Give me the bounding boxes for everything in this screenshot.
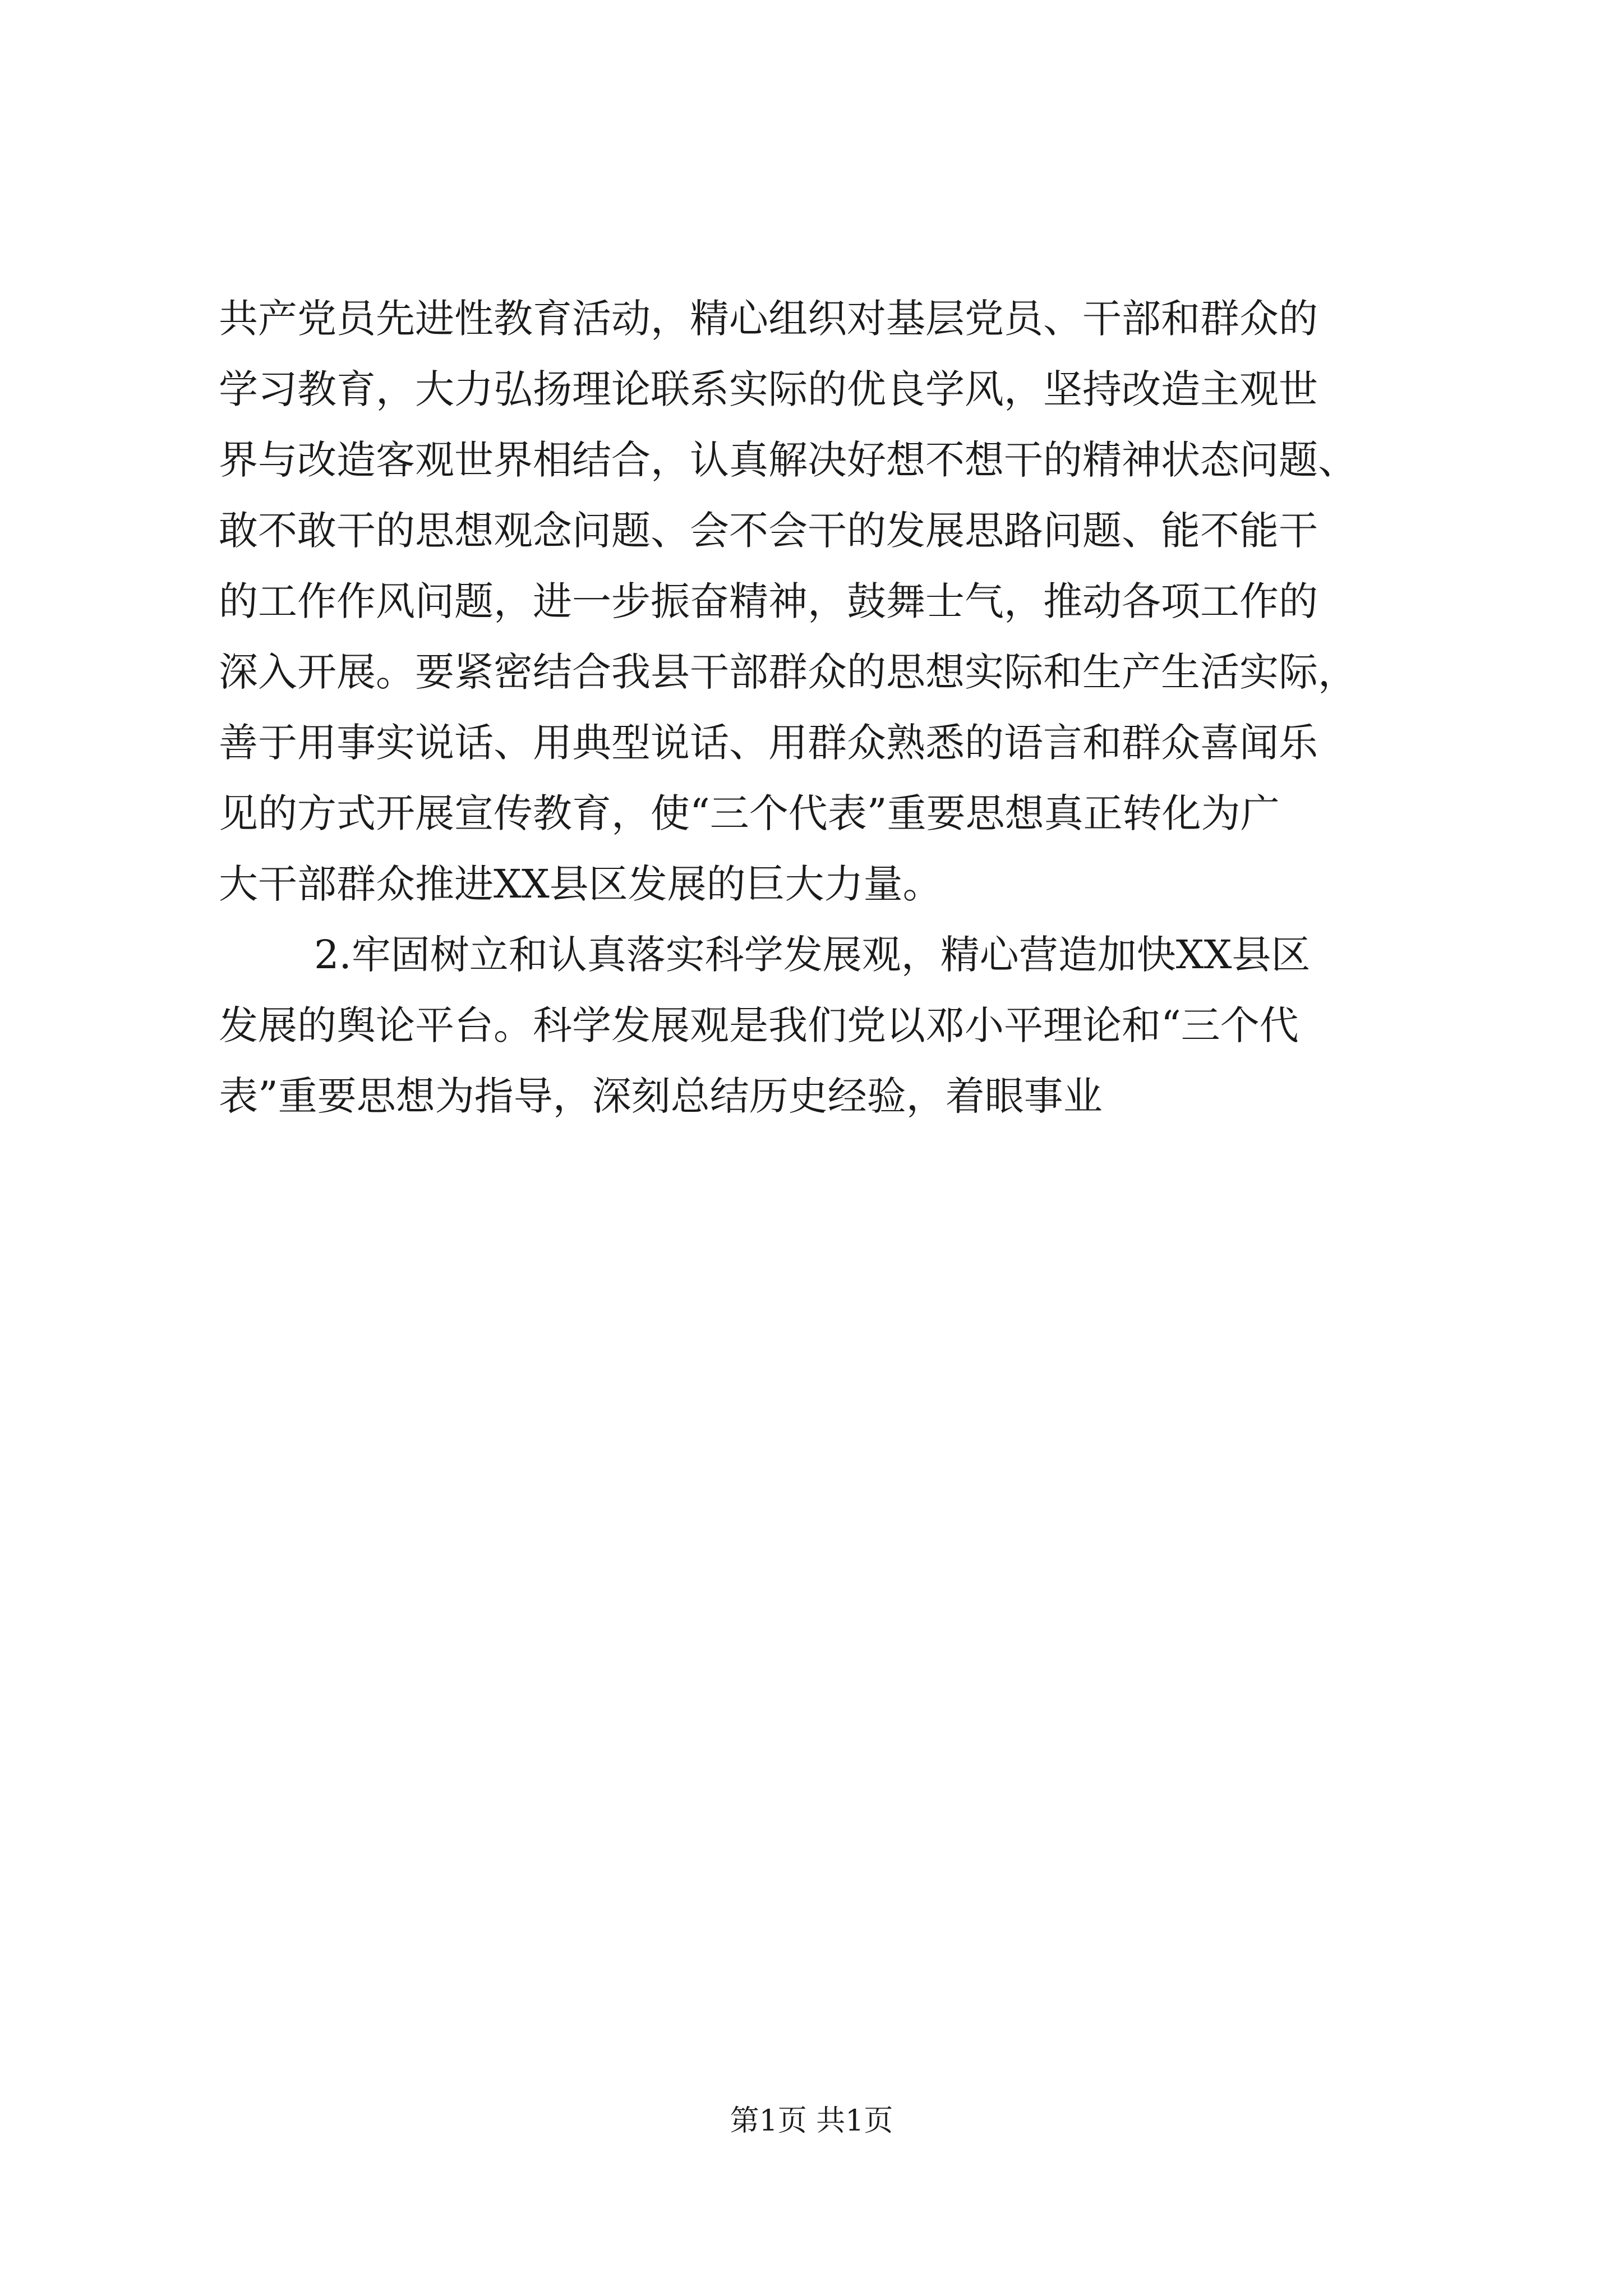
text-line: 见的方式开展宣传教育，使“三个代表”重要思想真正转化为广 [219,790,1280,836]
text-line: 发展的舆论平台。科学发展观是我们党以邓小平理论和“三个代 [219,1002,1299,1048]
text-line: 表”重要思想为指导，深刻总结历史经验，着眼事业 [219,1073,1103,1119]
text-line: 善于用事实说话、用典型说话、用群众熟悉的语言和群众喜闻乐 [219,720,1318,766]
text-line: 大干部群众推进XX县区发展的巨大力量。 [219,861,942,907]
document-body [219,283,1486,1131]
text-line: 的工作作风问题，进一步振奋精神，鼓舞士气，推动各项工作的 [219,578,1318,624]
paragraph-1 [219,283,1486,919]
text-line: 2.牢固树立和认真落实科学发展观，精心营造加快XX县区 [314,932,1311,978]
page-number-footer: 第1页 共1页 [730,2104,893,2138]
text-line: 界与改造客观世界相结合，认真解决好想不想干的精神状态问题、 [219,437,1357,483]
text-line: 深入开展。要紧密结合我县干部群众的思想实际和生产生活实际， [219,649,1357,695]
text-line: 共产党员先进性教育活动，精心组织对基层党员、干部和群众的 [219,296,1318,342]
paragraph-2 [219,919,1486,1131]
text-line: 敢不敢干的思想观念问题、会不会干的发展思路问题、能不能干 [219,508,1318,554]
text-line: 学习教育，大力弘扬理论联系实际的优良学风，坚持改造主观世 [219,366,1318,412]
